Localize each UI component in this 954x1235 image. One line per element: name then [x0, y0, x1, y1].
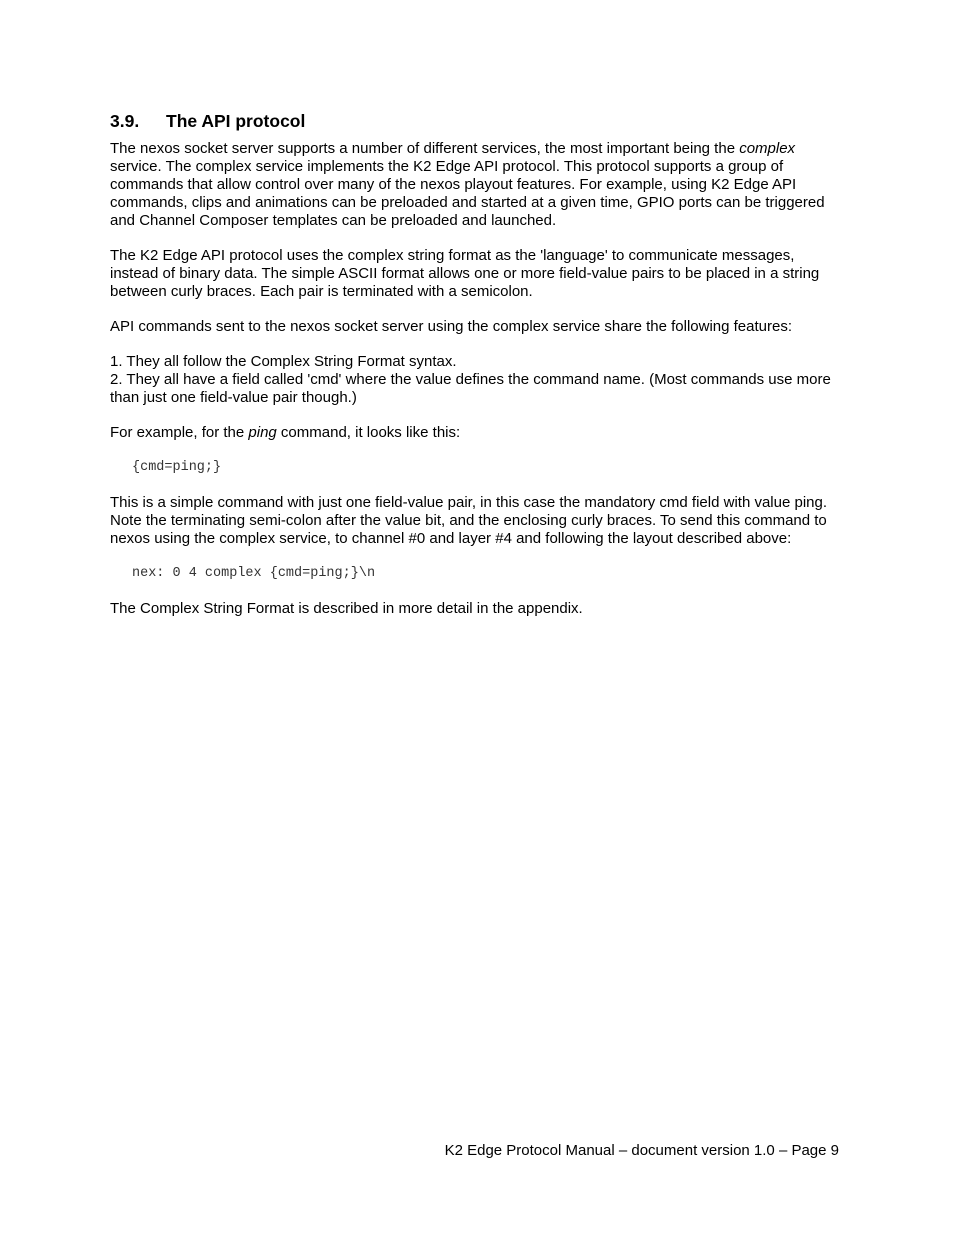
page-footer: K2 Edge Protocol Manual – document version 1.0 – Page 9 [444, 1142, 839, 1159]
feature-list [110, 353, 840, 407]
code-sample-ping: {cmd=ping;} [132, 460, 222, 475]
intro-text-start: The nexos socket server supports a number of different services, the most important being the [110, 140, 740, 157]
explanation-paragraph: This is a simple command with just one field-value pair, in this case the mandatory cmd field with value ping. Note the terminating semi-colon after the value bit, and the enclosing curly braces. To send this command to nexos using the complex service, to channel #0 and layer #4 and following the layout described above: [110, 494, 828, 547]
intro-emphasis: complex [739, 140, 796, 157]
section-heading [110, 110, 840, 132]
section-title: The API protocol [166, 111, 306, 131]
example-paragraph [110, 424, 840, 442]
features-paragraph: API commands sent to the nexos socket server using the complex service share the following features: [110, 318, 793, 335]
example-text-end: command, it looks like this: [276, 424, 461, 441]
intro-paragraph [110, 140, 840, 230]
page-content [110, 110, 840, 635]
example-emphasis: ping [248, 424, 277, 441]
format-paragraph: The K2 Edge API protocol uses the complex string format as the 'language' to communicate messages, instead of binary data. The simple ASCII format allows one or more field-value pairs to be placed in a string between curly braces. Each pair is terminated with a semicolon. [110, 247, 820, 300]
list-item: 1. They all follow the Complex String Format syntax. [110, 353, 457, 370]
appendix-paragraph: The Complex String Format is described in more detail in the appendix. [110, 600, 583, 617]
list-item: 2. They all have a field called 'cmd' where the value defines the command name. (Most commands use more than just one field-value pair though.) [110, 371, 831, 406]
example-text-start: For example, for the [110, 424, 249, 441]
code-sample-nex: nex: 0 4 complex {cmd=ping;}\n [132, 566, 376, 581]
section-number: 3.9. [110, 111, 140, 131]
intro-text-end: service. The complex service implements the K2 Edge API protocol. This protocol supports a group of commands that allow control over many of the nexos playout features. For example, using K2 Edge API commands, clips and animations can be preloaded and started at a given time, GPIO ports can be triggered and Channel Composer templates can be preloaded and launched. [110, 158, 825, 229]
